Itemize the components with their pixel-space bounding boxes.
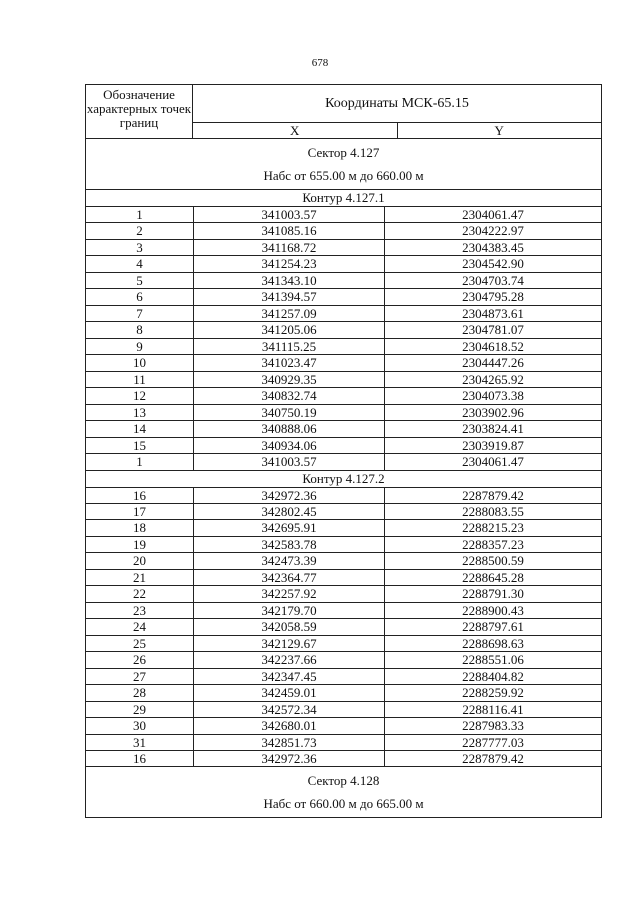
- contour-title: Контур 4.127.1: [86, 190, 601, 207]
- y-coordinate: 2288791.30: [462, 586, 524, 602]
- x-coordinate: 341168.72: [194, 240, 385, 255]
- x-coordinate: 342347.45: [194, 669, 385, 684]
- x-coordinate: 342972.36: [194, 488, 385, 503]
- point-number: 18: [86, 520, 194, 535]
- point-number: 12: [86, 388, 194, 403]
- point-number: 11: [86, 372, 194, 387]
- y-coordinate: 2304447.26: [462, 355, 524, 371]
- table-row: [86, 553, 601, 569]
- table-row: [86, 685, 601, 701]
- table-row: [86, 306, 601, 322]
- x-coordinate: 342237.66: [194, 652, 385, 667]
- x-coordinate: 340832.74: [194, 388, 385, 403]
- y-column-header: Y: [494, 123, 504, 138]
- sector-title: Сектор 4.128: [307, 773, 380, 789]
- y-coordinate: 2288698.63: [462, 635, 524, 651]
- x-coordinate: 342058.59: [194, 619, 385, 634]
- y-coordinate: 2288215.23: [462, 520, 524, 536]
- y-coordinate: 2288259.92: [462, 685, 524, 701]
- x-coordinate: 341394.57: [194, 289, 385, 304]
- point-number: 4: [86, 256, 194, 271]
- axis-headers: [193, 123, 601, 138]
- point-number: 8: [86, 322, 194, 337]
- y-coordinate: 2288500.59: [462, 553, 524, 569]
- point-number: 14: [86, 421, 194, 436]
- y-coordinate: 2288083.55: [462, 503, 524, 519]
- point-number: 3: [86, 240, 194, 255]
- table-row: [86, 537, 601, 553]
- y-coordinate: 2288797.61: [462, 619, 524, 635]
- x-column-header: X: [193, 123, 398, 138]
- x-coordinate: 341085.16: [194, 223, 385, 238]
- table-row: [86, 355, 601, 371]
- y-coordinate: 2304873.61: [462, 305, 524, 321]
- point-number: 17: [86, 504, 194, 519]
- point-number: 30: [86, 718, 194, 733]
- point-number: 20: [86, 553, 194, 568]
- table-row: [86, 223, 601, 239]
- table-row: [86, 405, 601, 421]
- y-coordinate: 2288551.06: [462, 652, 524, 668]
- table-row: [86, 438, 601, 454]
- point-number: 25: [86, 636, 194, 651]
- table-row: [86, 421, 601, 437]
- y-coordinate: 2304703.74: [462, 272, 524, 288]
- table-row: [86, 603, 601, 619]
- y-coordinate: 2304618.52: [462, 338, 524, 354]
- point-number: 27: [86, 669, 194, 684]
- x-coordinate: 340929.35: [194, 372, 385, 387]
- sector-height-range: Набс от 660.00 м до 665.00 м: [263, 796, 424, 812]
- table-row: [86, 586, 601, 602]
- table-row: [86, 273, 601, 289]
- y-coordinate: 2288900.43: [462, 602, 524, 618]
- x-coordinate: 341343.10: [194, 273, 385, 288]
- x-coordinate: 341003.57: [194, 207, 385, 222]
- table-body: [86, 139, 601, 817]
- point-number: 16: [86, 488, 194, 503]
- x-coordinate: 342680.01: [194, 718, 385, 733]
- table-row: [86, 207, 601, 223]
- table-row: [86, 570, 601, 586]
- y-coordinate: 2304222.97: [462, 223, 524, 239]
- y-coordinate: 2288116.41: [462, 701, 524, 717]
- point-number: 16: [86, 751, 194, 766]
- x-coordinate: 342583.78: [194, 537, 385, 552]
- coordinates-table: [85, 84, 602, 818]
- coords-title: Координаты МСК-65.15: [193, 85, 601, 123]
- y-coordinate: 2287983.33: [462, 718, 524, 734]
- point-number: 26: [86, 652, 194, 667]
- x-coordinate: 340750.19: [194, 405, 385, 420]
- points-column-header: Обозначение характерных точек границ: [86, 85, 193, 138]
- table-row: [86, 256, 601, 272]
- table-header: [86, 85, 601, 139]
- x-coordinate: 341115.25: [194, 339, 385, 354]
- point-number: 19: [86, 537, 194, 552]
- table-row: [86, 619, 601, 635]
- y-coordinate: 2304383.45: [462, 239, 524, 255]
- point-number: 1: [86, 207, 194, 222]
- y-coordinate: 2303919.87: [462, 437, 524, 453]
- x-coordinate: 342473.39: [194, 553, 385, 568]
- y-coordinate: 2288357.23: [462, 536, 524, 552]
- contour-title: Контур 4.127.2: [86, 471, 601, 488]
- x-coordinate: 342459.01: [194, 685, 385, 700]
- point-number: 9: [86, 339, 194, 354]
- point-number: 21: [86, 570, 194, 585]
- sector-height-range: Набс от 655.00 м до 660.00 м: [263, 168, 424, 183]
- point-number: 31: [86, 735, 194, 750]
- x-coordinate: 341205.06: [194, 322, 385, 337]
- table-row: [86, 504, 601, 520]
- table-row: [86, 488, 601, 504]
- y-coordinate: 2304061.47: [462, 207, 524, 222]
- table-row: [86, 240, 601, 256]
- coords-header: [193, 85, 601, 138]
- x-coordinate: 340934.06: [194, 438, 385, 453]
- x-coordinate: 341257.09: [194, 306, 385, 321]
- y-coordinate: 2287879.42: [462, 487, 524, 503]
- table-row: [86, 520, 601, 536]
- x-coordinate: 340888.06: [194, 421, 385, 436]
- x-coordinate: 342572.34: [194, 702, 385, 717]
- table-row: [86, 735, 601, 751]
- y-coordinate: 2288404.82: [462, 668, 524, 684]
- point-number: 1: [86, 454, 194, 469]
- y-coordinate: 2287879.42: [462, 751, 524, 766]
- sector-heading: [86, 139, 601, 190]
- point-number: 22: [86, 586, 194, 601]
- page-number: 678: [311, 57, 329, 69]
- point-number: 15: [86, 438, 194, 453]
- table-row: [86, 289, 601, 305]
- x-coordinate: 342179.70: [194, 603, 385, 618]
- point-number: 2: [86, 223, 194, 238]
- y-coordinate: 2303824.41: [462, 421, 524, 437]
- x-coordinate: 342695.91: [194, 520, 385, 535]
- sector-title: Сектор 4.127: [307, 145, 380, 160]
- y-coordinate: 2304061.47: [462, 454, 524, 470]
- point-number: 6: [86, 289, 194, 304]
- point-number: 5: [86, 273, 194, 288]
- table-row: [86, 652, 601, 668]
- x-coordinate: 342851.73: [194, 735, 385, 750]
- x-coordinate: 341023.47: [194, 355, 385, 370]
- point-number: 29: [86, 702, 194, 717]
- point-number: 24: [86, 619, 194, 634]
- table-row: [86, 636, 601, 652]
- table-row: [86, 718, 601, 734]
- table-row: [86, 322, 601, 338]
- x-coordinate: 342257.92: [194, 586, 385, 601]
- table-row: [86, 751, 601, 767]
- y-coordinate: 2303902.96: [462, 404, 524, 420]
- y-coordinate: 2304073.38: [462, 388, 524, 404]
- point-number: 23: [86, 603, 194, 618]
- table-row: [86, 372, 601, 388]
- sector-heading: [86, 767, 601, 817]
- x-coordinate: 342364.77: [194, 570, 385, 585]
- x-coordinate: 342129.67: [194, 636, 385, 651]
- point-number: 7: [86, 306, 194, 321]
- table-row: [86, 339, 601, 355]
- x-coordinate: 342972.36: [194, 751, 385, 766]
- y-coordinate: 2288645.28: [462, 569, 524, 585]
- x-coordinate: 341254.23: [194, 256, 385, 271]
- y-coordinate: 2304781.07: [462, 322, 524, 338]
- table-row: [86, 388, 601, 404]
- table-row: [86, 454, 601, 470]
- table-row: [86, 669, 601, 685]
- y-coordinate: 2304795.28: [462, 289, 524, 305]
- y-coordinate: 2304265.92: [462, 371, 524, 387]
- y-coordinate: 2304542.90: [462, 256, 524, 272]
- x-coordinate: 342802.45: [194, 504, 385, 519]
- table-row: [86, 702, 601, 718]
- y-coordinate: 2287777.03: [462, 734, 524, 750]
- point-number: 10: [86, 355, 194, 370]
- x-coordinate: 341003.57: [194, 454, 385, 469]
- point-number: 13: [86, 405, 194, 420]
- point-number: 28: [86, 685, 194, 700]
